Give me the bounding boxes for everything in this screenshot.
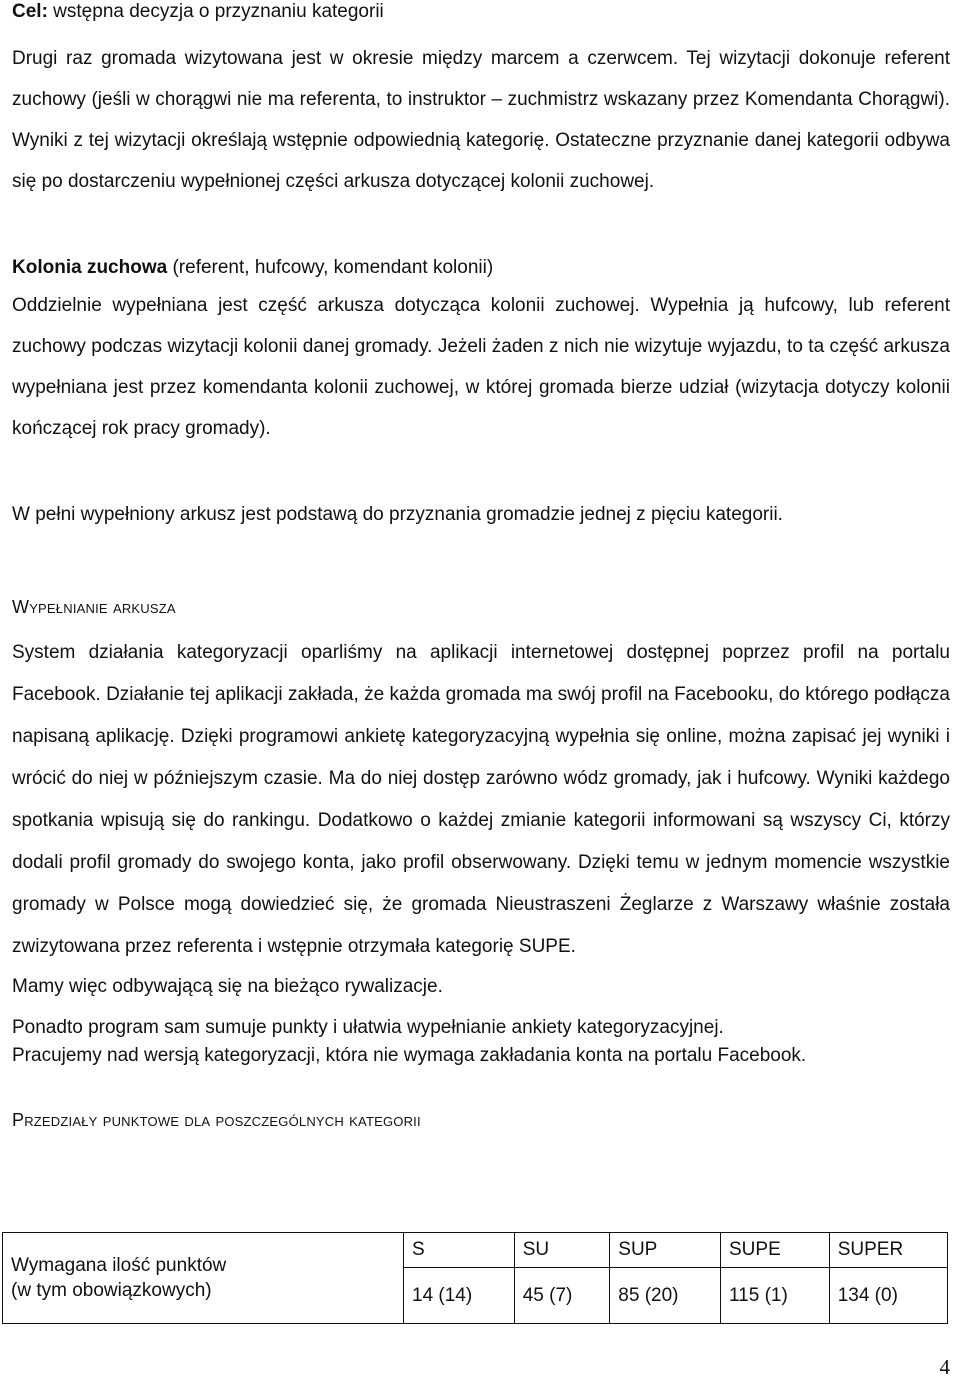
colony-subtitle: (referent, hufcowy, komendant kolonii): [167, 257, 494, 278]
colony-title: Kolonia zuchowa: [12, 257, 168, 278]
program-paragraph: [12, 1014, 950, 1070]
program-line-2: Pracujemy nad wersją kategoryzacji, która nie wymaga zakładania konta na portalu Facebook.: [12, 1045, 807, 1066]
ranges-heading: Przedziały punktowe dla poszczególnych kategorii: [12, 1110, 421, 1130]
page-number: 4: [939, 1355, 950, 1379]
document-page: [12, 0, 950, 1132]
row-label-cell: [3, 1233, 404, 1324]
goal-line: [12, 0, 950, 24]
filling-heading: Wypełnianie arkusza: [12, 597, 176, 617]
category-s: S: [404, 1233, 515, 1268]
category-sup: SUP: [610, 1233, 721, 1268]
value-supe: 115 (1): [721, 1268, 830, 1324]
value-s: 14 (14): [404, 1268, 515, 1324]
value-sup: 85 (20): [610, 1268, 721, 1324]
category-super: SUPER: [829, 1233, 947, 1268]
full-sheet-paragraph: W pełni wypełniony arkusz jest podstawą do przyznania gromadzie jednej z pięciu kategorii.: [12, 504, 783, 525]
table-header-row: [3, 1233, 948, 1268]
goal-text: wstępna decyzja o przyznaniu kategorii: [47, 1, 384, 22]
category-supe: SUPE: [721, 1233, 830, 1268]
category-su: SU: [514, 1233, 610, 1268]
value-super: 134 (0): [829, 1268, 947, 1324]
rivalry-paragraph: Mamy więc odbywającą się na bieżąco rywalizacje.: [12, 976, 443, 997]
colony-paragraph: Oddzielnie wypełniana jest część arkusza dotycząca kolonii zuchowej. Wypełnia ją hufcowy, lub referent zuchowy podczas wizytacji kolonii danej gromady. Jeżeli żaden z nich nie wizytuje wyjazdu, to ta część arkusza wypełniana jest przez komendanta kolonii zuchowej, w której gromada bierze udział (wizytacja dotyczy kolonii kończącej rok pracy gromady).: [12, 295, 950, 439]
row-label-line-1: Wymagana ilość punktów: [11, 1255, 227, 1276]
filling-paragraph: System działania kategoryzacji oparliśmy na aplikacji internetowej dostępnej poprzez profil na portalu Facebook. Działanie tej aplikacji zakłada, że każda gromada ma swój profil na Facebooku, do którego podłącza napisaną aplikację. Dzięki programowi ankietę kategoryzacyjną wypełnia się online, można zapisać jej wyniki i wrócić do niej w późniejszym czasie. Ma do niej dostęp zarówno wódz gromady, jak i hufcowy. Wyniki każdego spotkania wpisują się do rankingu. Dodatkowo o każdej zmianie kategorii informowani są wszyscy Ci, którzy dodali profil gromady do swojego konta, jako profil obserwowany. Dzięki temu w jednym momencie wszystkie gromady w Polsce mogą dowiedzieć się, że gromada Nieustraszeni Żeglarze z Warszawy właśnie została zwizytowana przez referenta i wstępnie otrzymała kategorię SUPE.: [12, 642, 950, 957]
goal-paragraph: Drugi raz gromada wizytowana jest w okresie między marcem a czerwcem. Tej wizytacji dokonuje referent zuchowy (jeśli w chorągwi nie ma referenta, to instruktor – zuchmistrz wskazany przez Komendanta Chorągwi). Wyniki z tej wizytacji określają wstępnie odpowiednią kategorię. Ostateczne przyznanie danej kategorii odbywa się po dostarczeniu wypełnionej części arkusza dotyczącej kolonii zuchowej.: [12, 48, 950, 192]
row-label-line-2: (w tym obowiązkowych): [11, 1280, 212, 1301]
colony-heading: [12, 254, 950, 282]
program-line-1: Ponadto program sam sumuje punkty i ułatwia wypełnianie ankiety kategoryzacyjnej.: [12, 1017, 724, 1038]
goal-label: Cel:: [12, 1, 48, 22]
categories-table: [2, 1232, 948, 1324]
value-su: 45 (7): [514, 1268, 610, 1324]
